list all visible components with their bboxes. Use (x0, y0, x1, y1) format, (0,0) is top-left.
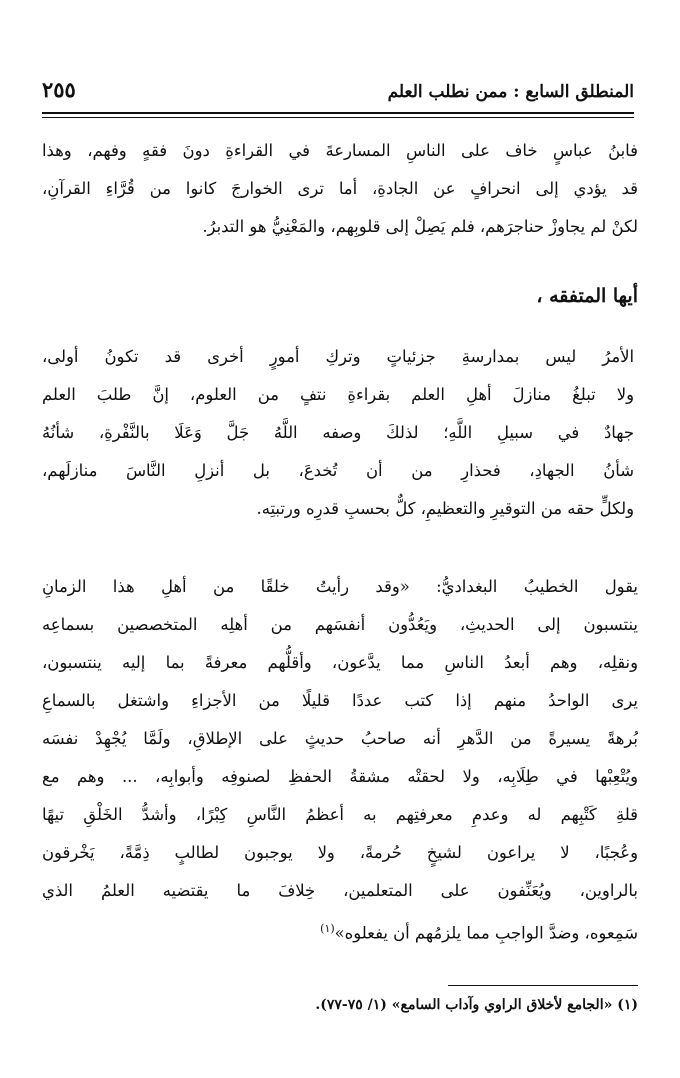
text-line: بالراوين، ويُعَنِّفون على المتعلمين، خِلافَ ما يقتضيه العلمُ الذي (42, 881, 638, 900)
text-line: قلةِ كَتْبِهم له وعدمِ معرفتِهم به أعظمُ النَّاسِ كِبْرًا، وأشدُّ الخَلْقِ تيهًا (42, 805, 638, 824)
footnote-marker: (١) (617, 997, 638, 1013)
header-rule (42, 112, 634, 118)
text-line (42, 910, 638, 952)
footnote (42, 992, 638, 1018)
text-line: لكنْ لم يجاوزْ حناجرَهم، فلم يَصِلْ إلى قلوبِهم، والمَعْنِيُّ هو التدبرُ. (202, 217, 638, 236)
text-line: ويُتْعِبْها في طِلَابِه، ولا لحقتْه مشقةُ الحفظِ لصنوفِه وأبوابِه، ... وهم مع (42, 767, 638, 786)
text-line: قد يؤدي إلى انحرافٍ عن الجادةِ، أما ترى الخوارجَ كانوا من قُرَّاءِ القرآنِ، (42, 179, 638, 198)
text-line: يقول الخطيبُ البغداديُّ: «وقد رأيتُ خلقًا من أهلِ هذا الزمانِ (42, 577, 638, 596)
text-line: بُرهةً يسيرةً من الدَّهرِ أنه صاحبُ حديثٍ على الإطلاقِ، ولَمَّا يُجْهِدْ نفسَه (42, 729, 638, 748)
section-heading: أيها المتفقه ، (536, 285, 638, 307)
text-line: يرى الواحدُ منهم إذا كتب عددًا قليلًا من الأجزاءِ واشتغل بالسماعِ (42, 691, 638, 710)
quote-end-text: سَمِعوه، وضدَّ الواجبِ مما يلزمُهم أن يفعلوه» (334, 923, 638, 943)
footnote-rule (448, 985, 638, 986)
text-line: جهادٌ في سبيلِ اللَّهِ؛ لذلكَ وصفه اللَّهُ جَلَّ وَعَلَا بالنَّفْرةِ، شأنُهُ (42, 423, 634, 442)
paragraph-3 (42, 568, 638, 952)
text-line: شأنُ الجهادِ، فحذارِ من أن تُخدعَ، بل أنزلِ النَّاسَ منازلَهم، (42, 461, 634, 480)
paragraph-2 (42, 338, 638, 528)
text-line: فابنُ عباسٍ خاف على الناسِ المسارعةَ في القراءةِ دونَ فقهٍ وفهم، وهذا (42, 141, 638, 160)
page-header (42, 62, 634, 102)
text-line: وعُجبًا، لا يراعون لشيخٍ حُرمةً، ولا يوجبون لطالبٍ ذِمَّةً، يَخْرقون (42, 843, 638, 862)
text-line: ولكلٍّ حقه من التوقيرِ والتعظيمِ، كلٌّ بحسبِ قدرِه ورتبتِه. (256, 499, 634, 518)
running-title: المنطلق السابع : ممن نطلب العلم (387, 82, 634, 102)
text-line: ينتسبون إلى الحديثِ، ويَعُدُّون أنفسَهم من أهلِه المتخصصين بسماعِه (42, 615, 638, 634)
text-line: ولا تبلغُ منازلَ أهلِ العلم بقراءةِ نتفٍ من العلوم، إنَّ طلبَ العلم (42, 385, 634, 404)
paragraph-1 (42, 132, 638, 246)
page-number: ٢٥٥ (42, 77, 76, 102)
text-line: الأمرُ ليس بمدارسةِ جزئياتٍ وتركِ أمورٍ أخرى قد تكونُ أولى، (42, 347, 634, 366)
footnote-text: «الجامع لأخلاق الراوي وآداب السامع» (١/ ٧٥-٧٧). (315, 997, 613, 1013)
text-line: ونقلِه، وهم أبعدُ الناسِ مما يدَّعون، وأقلُّهم معرفةً بما إليه ينتسبون، (42, 653, 638, 672)
footnote-reference[interactable]: (١) (320, 922, 335, 935)
